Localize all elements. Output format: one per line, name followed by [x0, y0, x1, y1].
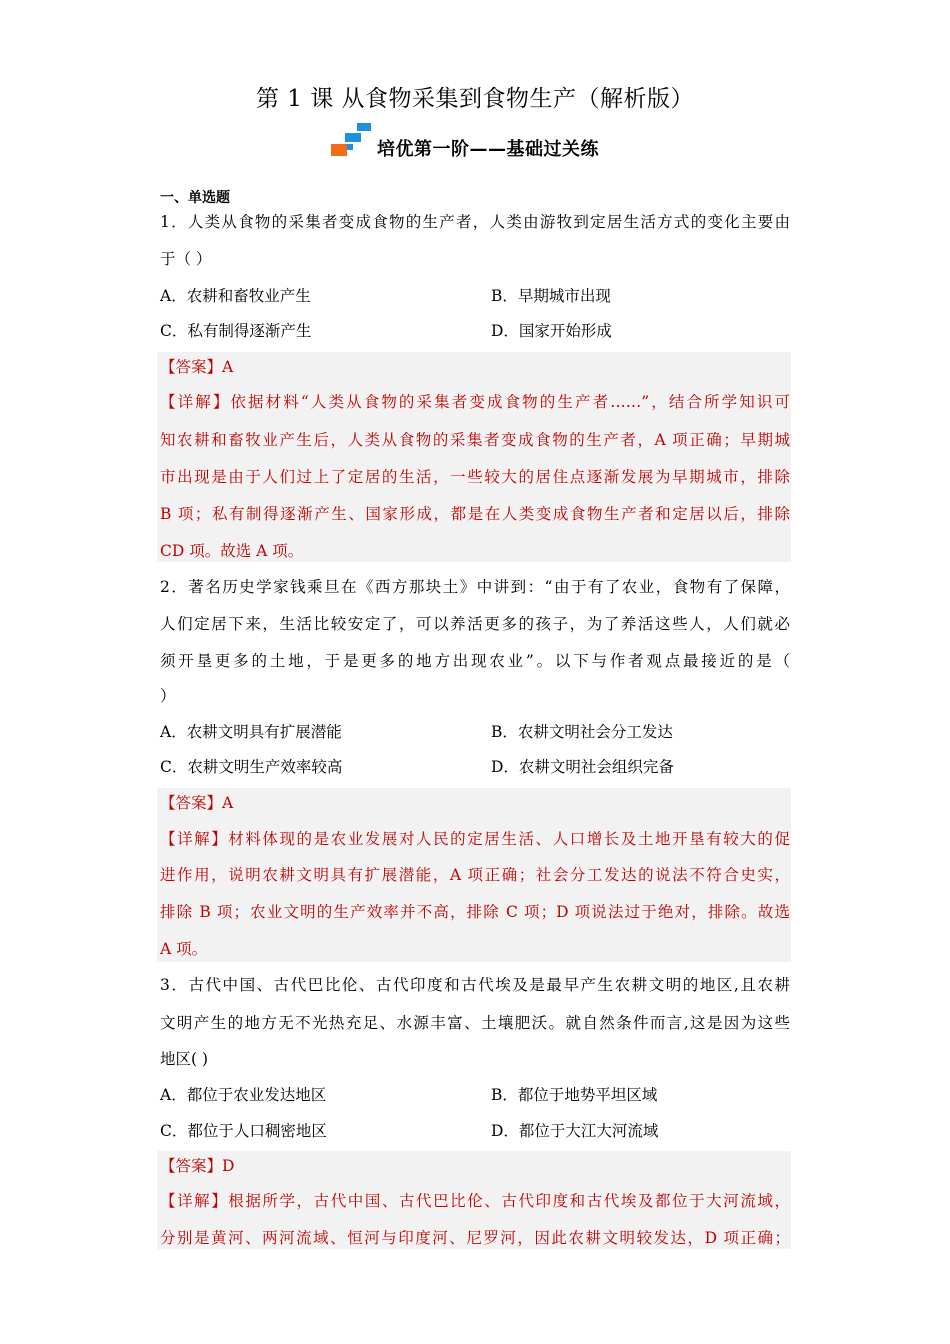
section-heading: 一、单选题 — [160, 190, 230, 206]
question-1-stem-line-1: 1．人类从食物的采集者变成食物的生产者，人类由游牧到定居生活方式的变化主要由 — [160, 213, 790, 231]
question-3-analysis-line-2: 分别是黄河、两河流域、恒河与印度河、尼罗河，因此农耕文明较发达，D 项正确； — [160, 1229, 790, 1247]
question-2-stem-line-4: ） — [160, 687, 176, 705]
question-2-option-a: A．农耕文明具有扩展潜能 — [160, 723, 342, 741]
question-1-option-c: C．私有制得逐渐产生 — [160, 322, 312, 340]
question-2-analysis-line-4: A 项。 — [160, 940, 208, 958]
question-1-analysis-line-4: B 项；私有制得逐渐产生、国家形成，都是在人类变成食物生产者和定居以后，排除 — [160, 505, 790, 523]
question-1-option-a: A．农耕和畜牧业产生 — [160, 287, 311, 305]
question-2-option-b: B．农耕文明社会分工发达 — [491, 723, 673, 741]
question-1-answer-box — [157, 352, 791, 562]
question-2-stem-line-2: 人们定居下来，生活比较安定了，可以养活更多的孩子，为了养活这些人，人们就必 — [160, 615, 790, 633]
question-1-stem-line-2: 于（ ） — [160, 250, 212, 268]
stairs-logo-icon — [327, 122, 373, 158]
question-1-analysis-line-3: 市出现是由于人们过上了定居的生活，一些较大的居住点逐渐发展为早期城市，排除 — [160, 468, 790, 486]
question-1-analysis-line-1: 【详解】依据材料“人类从食物的采集者变成食物的生产者……”，结合所学知识可 — [160, 393, 790, 411]
question-1-option-b: B．早期城市出现 — [491, 287, 611, 305]
question-3-answer: 【答案】D — [160, 1157, 235, 1175]
page-title: 第 1 课 从食物采集到食物生产（解析版） — [255, 86, 695, 112]
question-3-stem-line-3: 地区( ) — [160, 1050, 209, 1068]
question-2-analysis-line-3: 排除 B 项；农业文明的生产效率并不高，排除 C 项；D 项说法过于绝对，排除。故选 — [160, 903, 790, 921]
subtitle-banner — [0, 122, 950, 162]
question-3-option-d: D．都位于大江大河流域 — [491, 1122, 659, 1140]
question-1-option-d: D．国家开始形成 — [491, 322, 612, 340]
question-2-stem-line-3: 须开垦更多的土地，于是更多的地方出现农业”。以下与作者观点最接近的是（ — [160, 652, 790, 670]
question-2-option-d: D．农耕文明社会组织完备 — [491, 758, 674, 776]
question-3-stem-line-2: 文明产生的地方无不光热充足、水源丰富、土壤肥沃。就自然条件而言,这是因为这些 — [160, 1014, 790, 1032]
question-3-stem-line-1: 3．古代中国、古代巴比伦、古代印度和古代埃及是最早产生农耕文明的地区,且农耕 — [160, 976, 790, 994]
subtitle-text: 培优第一阶——基础过关练 — [377, 139, 599, 160]
question-3-analysis-line-1: 【详解】根据所学，古代中国、古代巴比伦、古代印度和古代埃及都位于大河流域， — [160, 1192, 790, 1210]
question-2-stem-line-1: 2．著名历史学家钱乘旦在《西方那块土》中讲到：“由于有了农业，食物有了保障， — [160, 578, 790, 596]
question-3-option-a: A．都位于农业发达地区 — [160, 1086, 327, 1104]
question-1-analysis-line-2: 知农耕和畜牧业产生后，人类从食物的采集者变成食物的生产者，A 项正确；早期城 — [160, 431, 790, 449]
question-3-option-c: C．都位于人口稠密地区 — [160, 1122, 327, 1140]
question-2-analysis-line-1: 【详解】材料体现的是农业发展对人民的定居生活、人口增长及土地开垦有较大的促 — [160, 830, 790, 848]
question-1-analysis-line-5: CD 项。故选 A 项。 — [160, 542, 304, 560]
question-1-answer: 【答案】A — [160, 358, 234, 376]
question-3-option-b: B．都位于地势平坦区域 — [491, 1086, 658, 1104]
question-2-answer: 【答案】A — [160, 794, 234, 812]
question-2-option-c: C．农耕文明生产效率较高 — [160, 758, 343, 776]
question-2-analysis-line-2: 进作用，说明农耕文明具有扩展潜能，A 项正确；社会分工发达的说法不符合史实， — [160, 866, 790, 884]
